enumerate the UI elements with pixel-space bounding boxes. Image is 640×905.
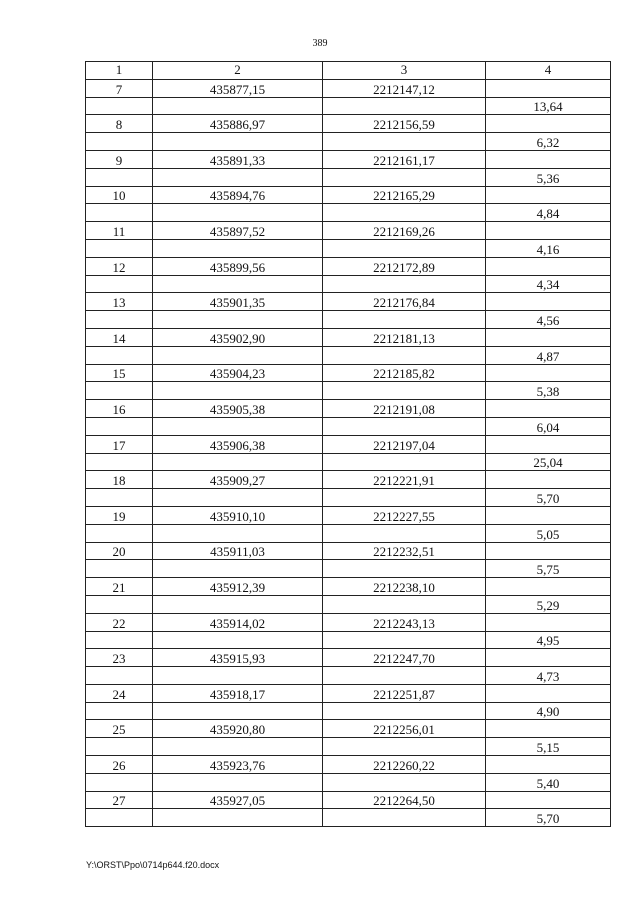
y-coordinate-cell: 2212172,89 <box>323 257 486 275</box>
y-coordinate-cell: 2212169,26 <box>323 222 486 240</box>
table-row <box>86 239 611 257</box>
point-number-cell <box>86 595 153 613</box>
table-row <box>86 560 611 578</box>
x-coordinate-cell <box>153 311 323 329</box>
point-number-cell <box>86 560 153 578</box>
table-row <box>86 453 611 471</box>
table-row <box>86 168 611 186</box>
y-coordinate-cell: 2212161,17 <box>323 150 486 168</box>
y-coordinate-cell <box>323 595 486 613</box>
y-coordinate-cell <box>323 489 486 507</box>
table-row <box>86 702 611 720</box>
y-coordinate-cell <box>323 667 486 685</box>
x-coordinate-cell <box>153 489 323 507</box>
x-coordinate-cell: 435891,33 <box>153 150 323 168</box>
x-coordinate-cell <box>153 133 323 151</box>
x-coordinate-cell: 435909,27 <box>153 471 323 489</box>
x-coordinate-cell: 435918,17 <box>153 684 323 702</box>
x-coordinate-cell: 435877,15 <box>153 79 323 97</box>
x-coordinate-cell <box>153 809 323 827</box>
x-coordinate-cell: 435897,52 <box>153 222 323 240</box>
table-row <box>86 684 611 702</box>
segment-length-cell: 4,87 <box>486 346 611 364</box>
table-row <box>86 257 611 275</box>
x-coordinate-cell <box>153 97 323 115</box>
y-coordinate-cell: 2212227,55 <box>323 506 486 524</box>
segment-length-cell <box>486 186 611 204</box>
point-number-cell <box>86 346 153 364</box>
x-coordinate-cell <box>153 524 323 542</box>
point-number-cell <box>86 382 153 400</box>
segment-length-cell: 5,29 <box>486 595 611 613</box>
y-coordinate-cell: 2212197,04 <box>323 435 486 453</box>
segment-length-cell: 4,56 <box>486 311 611 329</box>
segment-length-cell <box>486 293 611 311</box>
y-coordinate-cell <box>323 168 486 186</box>
point-number-cell: 24 <box>86 684 153 702</box>
table-row <box>86 328 611 346</box>
segment-length-cell: 5,05 <box>486 524 611 542</box>
y-coordinate-cell: 2212191,08 <box>323 400 486 418</box>
segment-length-cell <box>486 115 611 133</box>
point-number-cell <box>86 133 153 151</box>
table-row <box>86 97 611 115</box>
x-coordinate-cell: 435920,80 <box>153 720 323 738</box>
segment-length-cell: 5,70 <box>486 489 611 507</box>
segment-length-cell <box>486 79 611 97</box>
table-row <box>86 275 611 293</box>
point-number-cell: 19 <box>86 506 153 524</box>
y-coordinate-cell: 2212260,22 <box>323 756 486 774</box>
table-row <box>86 613 611 631</box>
table-row <box>86 471 611 489</box>
y-coordinate-cell <box>323 560 486 578</box>
point-number-cell: 9 <box>86 150 153 168</box>
x-coordinate-cell: 435914,02 <box>153 613 323 631</box>
x-coordinate-cell <box>153 204 323 222</box>
point-number-cell: 23 <box>86 649 153 667</box>
x-coordinate-cell <box>153 631 323 649</box>
point-number-cell: 10 <box>86 186 153 204</box>
table-row <box>86 79 611 97</box>
x-coordinate-cell: 435910,10 <box>153 506 323 524</box>
segment-length-cell: 4,73 <box>486 667 611 685</box>
table-row <box>86 417 611 435</box>
x-coordinate-cell: 435911,03 <box>153 542 323 560</box>
x-coordinate-cell: 435923,76 <box>153 756 323 774</box>
segment-length-cell: 4,16 <box>486 239 611 257</box>
segment-length-cell: 5,40 <box>486 773 611 791</box>
y-coordinate-cell <box>323 346 486 364</box>
table-row <box>86 720 611 738</box>
point-number-cell <box>86 168 153 186</box>
segment-length-cell <box>486 578 611 596</box>
y-coordinate-cell: 2212185,82 <box>323 364 486 382</box>
y-coordinate-cell <box>323 275 486 293</box>
point-number-cell <box>86 239 153 257</box>
coordinates-table <box>85 61 611 827</box>
y-coordinate-cell: 2212221,91 <box>323 471 486 489</box>
footer-file-path: Y:\ORST\Ppo\0714p644.f20.docx <box>86 860 220 870</box>
segment-length-cell <box>486 756 611 774</box>
x-coordinate-cell <box>153 738 323 756</box>
point-number-cell: 13 <box>86 293 153 311</box>
table-row <box>86 133 611 151</box>
point-number-cell <box>86 489 153 507</box>
point-number-cell: 17 <box>86 435 153 453</box>
table-row <box>86 346 611 364</box>
table-row <box>86 578 611 596</box>
segment-length-cell: 4,90 <box>486 702 611 720</box>
x-coordinate-cell <box>153 168 323 186</box>
point-number-cell <box>86 204 153 222</box>
x-coordinate-cell <box>153 702 323 720</box>
point-number-cell <box>86 631 153 649</box>
y-coordinate-cell <box>323 382 486 400</box>
point-number-cell: 26 <box>86 756 153 774</box>
x-coordinate-cell: 435902,90 <box>153 328 323 346</box>
point-number-cell: 7 <box>86 79 153 97</box>
point-number-cell: 14 <box>86 328 153 346</box>
segment-length-cell <box>486 150 611 168</box>
segment-length-cell: 13,64 <box>486 97 611 115</box>
x-coordinate-cell: 435906,38 <box>153 435 323 453</box>
segment-length-cell <box>486 400 611 418</box>
table-row <box>86 115 611 133</box>
y-coordinate-cell <box>323 738 486 756</box>
segment-length-cell <box>486 613 611 631</box>
table-row <box>86 738 611 756</box>
x-coordinate-cell: 435894,76 <box>153 186 323 204</box>
point-number-cell: 16 <box>86 400 153 418</box>
point-number-cell: 18 <box>86 471 153 489</box>
y-coordinate-cell: 2212243,13 <box>323 613 486 631</box>
x-coordinate-cell <box>153 453 323 471</box>
segment-length-cell: 4,95 <box>486 631 611 649</box>
x-coordinate-cell: 435927,05 <box>153 791 323 809</box>
y-coordinate-cell <box>323 417 486 435</box>
y-coordinate-cell: 2212232,51 <box>323 542 486 560</box>
point-number-cell: 25 <box>86 720 153 738</box>
x-coordinate-cell: 435912,39 <box>153 578 323 596</box>
table-row <box>86 382 611 400</box>
table-row <box>86 756 611 774</box>
column-header-point: 1 <box>86 62 153 80</box>
y-coordinate-cell <box>323 204 486 222</box>
table-row <box>86 311 611 329</box>
x-coordinate-cell <box>153 382 323 400</box>
y-coordinate-cell: 2212251,87 <box>323 684 486 702</box>
x-coordinate-cell: 435915,93 <box>153 649 323 667</box>
y-coordinate-cell <box>323 631 486 649</box>
point-number-cell <box>86 97 153 115</box>
y-coordinate-cell <box>323 453 486 471</box>
point-number-cell <box>86 453 153 471</box>
y-coordinate-cell <box>323 133 486 151</box>
y-coordinate-cell: 2212165,29 <box>323 186 486 204</box>
x-coordinate-cell <box>153 595 323 613</box>
x-coordinate-cell <box>153 560 323 578</box>
y-coordinate-cell: 2212247,70 <box>323 649 486 667</box>
point-number-cell <box>86 311 153 329</box>
table-row <box>86 186 611 204</box>
segment-length-cell: 6,32 <box>486 133 611 151</box>
y-coordinate-cell: 2212238,10 <box>323 578 486 596</box>
x-coordinate-cell <box>153 417 323 435</box>
x-coordinate-cell: 435899,56 <box>153 257 323 275</box>
y-coordinate-cell: 2212156,59 <box>323 115 486 133</box>
page-number: 389 <box>312 38 328 49</box>
point-number-cell <box>86 524 153 542</box>
table-body <box>86 79 611 826</box>
column-header-y: 3 <box>323 62 486 80</box>
y-coordinate-cell <box>323 311 486 329</box>
x-coordinate-cell: 435905,38 <box>153 400 323 418</box>
segment-length-cell <box>486 542 611 560</box>
table-row <box>86 150 611 168</box>
segment-length-cell: 5,38 <box>486 382 611 400</box>
table-row <box>86 364 611 382</box>
segment-length-cell: 4,34 <box>486 275 611 293</box>
segment-length-cell <box>486 222 611 240</box>
table-row <box>86 435 611 453</box>
x-coordinate-cell: 435901,35 <box>153 293 323 311</box>
y-coordinate-cell: 2212147,12 <box>323 79 486 97</box>
table-row <box>86 595 611 613</box>
table-row <box>86 667 611 685</box>
table-row <box>86 222 611 240</box>
table-row <box>86 400 611 418</box>
table-row <box>86 524 611 542</box>
point-number-cell <box>86 809 153 827</box>
segment-length-cell <box>486 471 611 489</box>
y-coordinate-cell <box>323 239 486 257</box>
point-number-cell: 22 <box>86 613 153 631</box>
segment-length-cell <box>486 684 611 702</box>
x-coordinate-cell <box>153 773 323 791</box>
segment-length-cell: 6,04 <box>486 417 611 435</box>
point-number-cell: 27 <box>86 791 153 809</box>
segment-length-cell <box>486 328 611 346</box>
y-coordinate-cell <box>323 809 486 827</box>
y-coordinate-cell: 2212181,13 <box>323 328 486 346</box>
point-number-cell <box>86 667 153 685</box>
table-row <box>86 631 611 649</box>
point-number-cell <box>86 275 153 293</box>
table-header-row <box>86 62 611 80</box>
table-row <box>86 204 611 222</box>
y-coordinate-cell <box>323 524 486 542</box>
x-coordinate-cell <box>153 667 323 685</box>
point-number-cell: 8 <box>86 115 153 133</box>
segment-length-cell: 4,84 <box>486 204 611 222</box>
segment-length-cell <box>486 364 611 382</box>
point-number-cell: 11 <box>86 222 153 240</box>
segment-length-cell: 5,70 <box>486 809 611 827</box>
x-coordinate-cell: 435886,97 <box>153 115 323 133</box>
x-coordinate-cell <box>153 346 323 364</box>
table-row <box>86 791 611 809</box>
y-coordinate-cell <box>323 702 486 720</box>
segment-length-cell: 5,15 <box>486 738 611 756</box>
y-coordinate-cell <box>323 773 486 791</box>
point-number-cell <box>86 738 153 756</box>
table-row <box>86 649 611 667</box>
column-header-x: 2 <box>153 62 323 80</box>
table-row <box>86 809 611 827</box>
x-coordinate-cell <box>153 275 323 293</box>
point-number-cell <box>86 417 153 435</box>
table-row <box>86 293 611 311</box>
y-coordinate-cell: 2212264,50 <box>323 791 486 809</box>
segment-length-cell <box>486 649 611 667</box>
point-number-cell: 21 <box>86 578 153 596</box>
table-row <box>86 773 611 791</box>
table-row <box>86 489 611 507</box>
segment-length-cell: 25,04 <box>486 453 611 471</box>
point-number-cell <box>86 773 153 791</box>
segment-length-cell <box>486 435 611 453</box>
segment-length-cell: 5,75 <box>486 560 611 578</box>
x-coordinate-cell: 435904,23 <box>153 364 323 382</box>
point-number-cell: 20 <box>86 542 153 560</box>
segment-length-cell <box>486 720 611 738</box>
table-row <box>86 506 611 524</box>
y-coordinate-cell: 2212176,84 <box>323 293 486 311</box>
x-coordinate-cell <box>153 239 323 257</box>
y-coordinate-cell <box>323 97 486 115</box>
segment-length-cell: 5,36 <box>486 168 611 186</box>
y-coordinate-cell: 2212256,01 <box>323 720 486 738</box>
point-number-cell: 12 <box>86 257 153 275</box>
segment-length-cell <box>486 791 611 809</box>
segment-length-cell <box>486 257 611 275</box>
segment-length-cell <box>486 506 611 524</box>
point-number-cell: 15 <box>86 364 153 382</box>
table-row <box>86 542 611 560</box>
column-header-length: 4 <box>486 62 611 80</box>
point-number-cell <box>86 702 153 720</box>
